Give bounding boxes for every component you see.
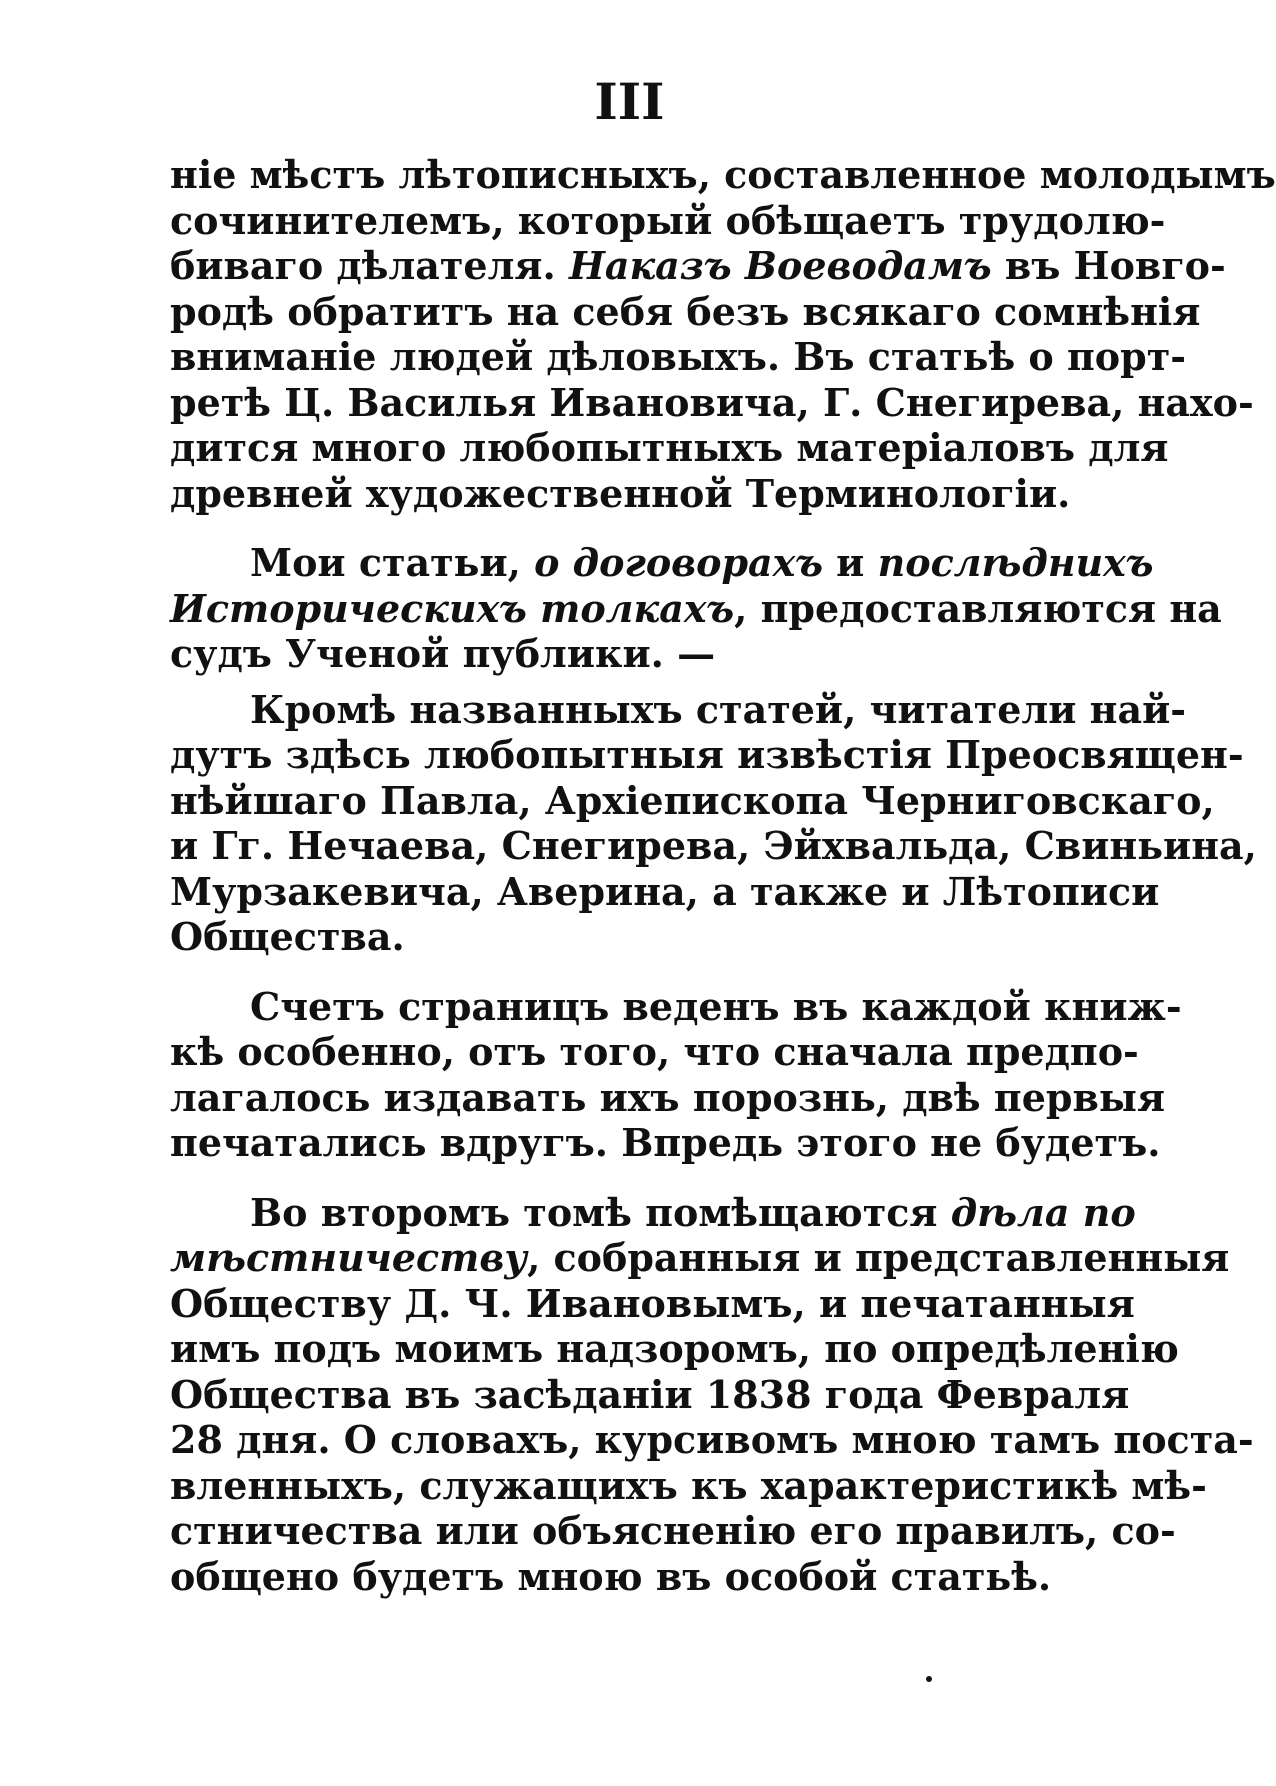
- text-run: , собранныя и представленныя: [527, 1235, 1230, 1280]
- text-line: [170, 1417, 1254, 1463]
- text-run: стничества или объясненію его правилъ, со-: [170, 1508, 1176, 1553]
- text-line: [170, 1371, 1130, 1418]
- text-run: кѣ особенно, отъ того, что сначала предпо-: [170, 1029, 1139, 1074]
- text-body: [170, 152, 1276, 1623]
- text-run: вленныхъ, служащихъ къ характеристикѣ мѣ-: [170, 1462, 1207, 1508]
- italic-text-run: послѣднихъ: [877, 540, 1154, 585]
- text-run: и Гг. Нечаева, Снегирева, Эйхвальда, Свиньина,: [170, 823, 1257, 868]
- text-line: [170, 868, 1160, 915]
- text-line: [170, 288, 1201, 335]
- italic-text-run: о договорахъ: [534, 540, 823, 585]
- text-line: [170, 425, 1169, 471]
- text-line: [170, 823, 1257, 869]
- page-number: III: [594, 72, 665, 131]
- text-line: [170, 631, 1085, 677]
- text-run: лагалось издавать ихъ порознь, двѣ первыя: [170, 1074, 1166, 1120]
- text-line: [170, 1235, 1230, 1281]
- paragraph: [170, 152, 1276, 516]
- text-line: [170, 1074, 1166, 1121]
- text-run: Обществу Д. Ч. Ивановымъ, и печатанныя: [170, 1280, 1135, 1326]
- text-run: родѣ обратитъ на себя безъ всякаго сомнѣнія: [170, 288, 1201, 334]
- text-run: въ Новго-: [991, 243, 1226, 288]
- text-line: [170, 1029, 1139, 1075]
- text-line: [170, 197, 1166, 244]
- text-run: печатались вдругъ. Впредь этого не будетъ.: [170, 1120, 1161, 1165]
- text-run: имъ подъ моимъ надзоромъ, по опредѣленію: [170, 1326, 1179, 1371]
- text-run: сочинителемъ, который обѣщаетъ трудолю-: [170, 197, 1166, 243]
- text-line: [170, 1326, 1179, 1372]
- text-run: Счетъ страницъ веденъ въ каждой книж-: [250, 983, 1182, 1029]
- text-run: биваго дѣлателя.: [170, 243, 569, 288]
- text-line: [170, 585, 1222, 632]
- text-line: [170, 334, 1187, 380]
- text-line: [170, 914, 1085, 960]
- text-line: [170, 1280, 1135, 1327]
- italic-text-run: Наказъ Воеводамъ: [568, 243, 992, 288]
- text-run: , предоставляются на: [734, 585, 1222, 631]
- text-run: дится много любопытныхъ матеріаловъ для: [170, 425, 1169, 470]
- text-run: и: [822, 540, 878, 585]
- text-run: нѣйшаго Павла, Архіепископа Черниговскаго,: [170, 777, 1215, 823]
- italic-text-run: Историческихъ толкахъ: [170, 585, 735, 631]
- text-line: [170, 1189, 1136, 1236]
- text-line: [170, 471, 1085, 517]
- text-run: общено будетъ мною въ особой статьѣ.: [170, 1553, 1052, 1599]
- text-run: древней художественной Терминологіи.: [170, 470, 1071, 516]
- italic-text-run: мѣстничеству: [170, 1235, 528, 1280]
- paragraph: [170, 540, 1222, 677]
- text-run: Общества въ засѣданіи 1838 года Февраля: [170, 1371, 1130, 1417]
- text-line: [170, 152, 1276, 198]
- ink-dot: [926, 1676, 932, 1682]
- text-line: [170, 983, 1182, 1030]
- text-line: [170, 540, 1154, 586]
- paragraph: [170, 1189, 1254, 1600]
- text-line: [170, 1462, 1207, 1509]
- text-run: ніе мѣстъ лѣтописныхъ, составленное молодымъ: [170, 152, 1276, 197]
- text-run: 28 дня. О словахъ, курсивомъ мною тамъ поста-: [170, 1417, 1254, 1462]
- text-line: [170, 777, 1215, 824]
- text-line: [170, 732, 1244, 778]
- text-line: [170, 379, 1254, 426]
- text-run: Кромѣ названныхъ статей, читатели най-: [250, 686, 1187, 732]
- text-run: дутъ здѣсь любопытныя извѣстія Преосвящен-: [170, 732, 1244, 777]
- text-run: вниманіе людей дѣловыхъ. Въ статьѣ о порт-: [170, 334, 1187, 379]
- text-line: [170, 686, 1187, 733]
- text-run: Мои статьи,: [250, 540, 535, 585]
- text-run: Во второмъ томѣ помѣщаются: [250, 1189, 951, 1235]
- text-run: ретѣ Ц. Василья Ивановича, Г. Снегирева, нахо-: [170, 379, 1254, 425]
- text-line: [170, 1508, 1176, 1554]
- text-run: судъ Ученой публики. —: [170, 631, 716, 676]
- text-line: [170, 1120, 1161, 1166]
- text-line: [170, 243, 1226, 289]
- text-run: Мурзакевича, Аверина, а также и Лѣтописи: [170, 868, 1160, 914]
- text-line: [170, 1554, 1085, 1600]
- paragraph: [170, 983, 1182, 1166]
- paragraph: [170, 686, 1257, 960]
- text-run: Общества.: [170, 914, 405, 959]
- italic-text-run: дѣла по: [950, 1189, 1136, 1235]
